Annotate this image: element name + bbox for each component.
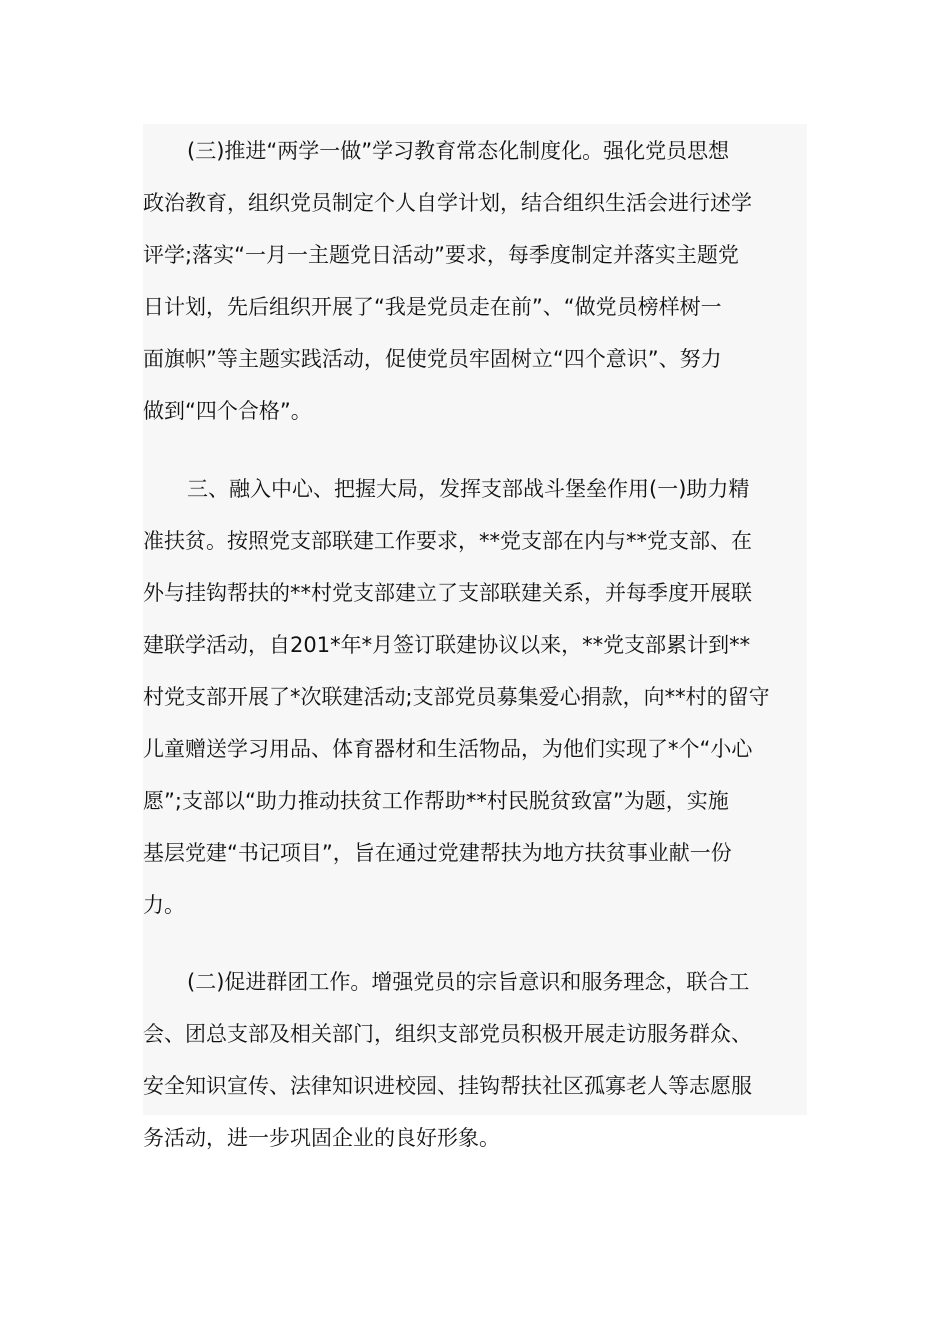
document-body [143, 124, 807, 1150]
paragraph-line: 会、团总支部及相关部门，组织支部党员积极开展走访服务群众、 [143, 1022, 752, 1046]
paragraph-line: (三)推进“两学一做”学习教育常态化制度化。强化党员思想 [187, 139, 730, 163]
paragraph-line: 做到“四个合格”。 [143, 399, 312, 423]
paragraph-line: 村党支部开展了*次联建活动;支部党员募集爱心捐款，向**村的留守 [143, 685, 770, 709]
paragraph-line: 安全知识宣传、法律知识进校园、挂钩帮扶社区孤寡老人等志愿服 [143, 1074, 752, 1098]
paragraph-line: 政治教育，组织党员制定个人自学计划，结合组织生活会进行述学 [143, 191, 752, 215]
paragraph-line: 务活动，进一步巩固企业的良好形象。 [143, 1126, 500, 1150]
paragraph-line: 儿童赠送学习用品、体育器材和生活物品，为他们实现了*个“小心 [143, 737, 753, 761]
paragraph-line: 基层党建“书记项目”，旨在通过党建帮扶为地方扶贫事业献一份 [143, 841, 732, 865]
paragraph-line: 面旗帜”等主题实践活动，促使党员牢固树立“四个意识”、努力 [143, 347, 722, 371]
paragraph-line: 愿”;支部以“助力推动扶贫工作帮助**村民脱贫致富”为题，实施 [143, 789, 729, 813]
paragraph-line: 建联学活动，自201*年*月签订联建协议以来，**党支部累计到** [143, 633, 751, 657]
paragraph-line: 日计划，先后组织开展了“我是党员走在前”、“做党员榜样树一 [143, 295, 722, 319]
paragraph-line: 三、融入中心、把握大局，发挥支部战斗堡垒作用(一)助力精 [187, 477, 750, 501]
paragraph-line: 准扶贫。按照党支部联建工作要求，**党支部在内与**党支部、在 [143, 529, 752, 553]
paragraph-line: 力。 [143, 893, 185, 917]
paragraph-line: 评学;落实“一月一主题党日活动”要求，每季度制定并落实主题党 [143, 243, 739, 267]
paragraph-line: 外与挂钩帮扶的**村党支部建立了支部联建关系，并每季度开展联 [143, 581, 752, 605]
paragraph-line: (二)促进群团工作。增强党员的宗旨意识和服务理念，联合工 [187, 970, 750, 994]
